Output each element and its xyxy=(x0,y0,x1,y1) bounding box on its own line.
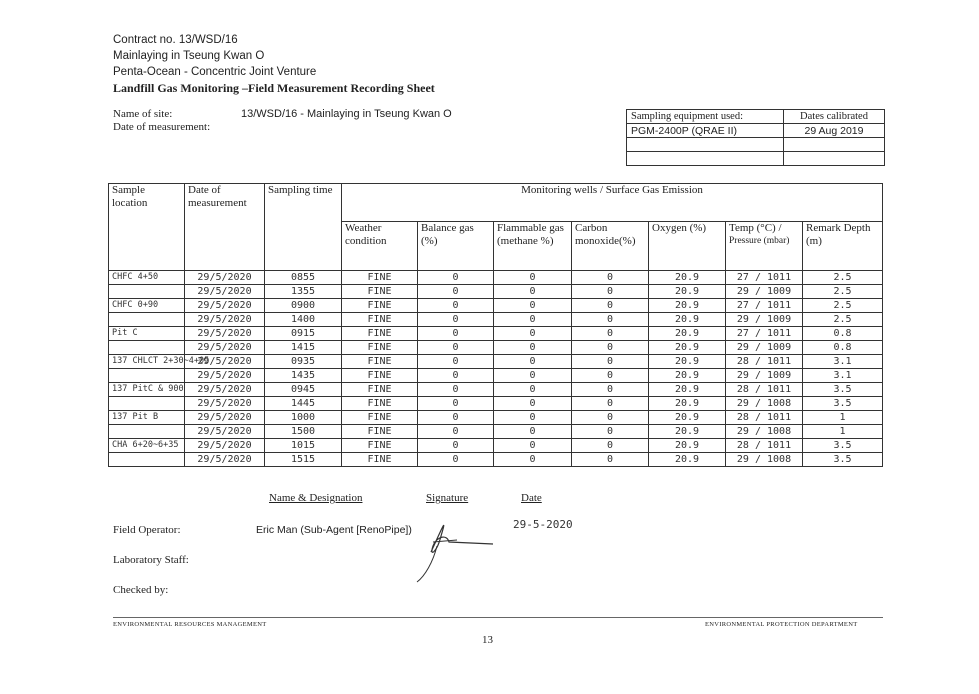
cell-date: 29/5/2020 xyxy=(185,425,265,439)
table-row xyxy=(109,313,883,327)
cell-tp: 27 / 1011 xyxy=(726,271,803,285)
cell-weather: FINE xyxy=(342,341,418,355)
header-oxygen: Oxygen (%) xyxy=(649,222,726,271)
measurement-date-label: Date of measurement: xyxy=(113,121,211,133)
cell-time: 1445 xyxy=(265,397,342,411)
cell-co: 0 xyxy=(572,439,649,453)
cell-o2: 20.9 xyxy=(649,397,726,411)
cell-o2: 20.9 xyxy=(649,453,726,467)
cell-depth: 3.5 xyxy=(803,397,883,411)
cell-o2: 20.9 xyxy=(649,439,726,453)
table-row xyxy=(109,369,883,383)
cell-date: 29/5/2020 xyxy=(185,397,265,411)
field-operator-date: 29-5-2020 xyxy=(513,518,573,531)
cell-weather: FINE xyxy=(342,425,418,439)
equipment-value: PGM-2400P (QRAE II) xyxy=(627,124,784,138)
footer-divider xyxy=(113,617,883,618)
cell-date: 29/5/2020 xyxy=(185,313,265,327)
cell-co: 0 xyxy=(572,299,649,313)
cell-o2: 20.9 xyxy=(649,383,726,397)
cell-bal: 0 xyxy=(418,271,494,285)
equipment-header: Sampling equipment used: xyxy=(627,110,784,124)
footer-left-text: ENVIRONMENTAL RESOURCES MANAGEMENT xyxy=(113,621,267,628)
cell-loc: CHA 6+20~6+35 xyxy=(109,439,185,453)
cell-co: 0 xyxy=(572,285,649,299)
header-sample-location: Sample location xyxy=(109,184,185,271)
header-weather: Weather condition xyxy=(342,222,418,271)
table-row xyxy=(109,411,883,425)
cell-o2: 20.9 xyxy=(649,425,726,439)
cell-co: 0 xyxy=(572,383,649,397)
cell-tp: 28 / 1011 xyxy=(726,383,803,397)
cell-weather: FINE xyxy=(342,285,418,299)
cell-date: 29/5/2020 xyxy=(185,299,265,313)
cell-time: 1400 xyxy=(265,313,342,327)
table-row xyxy=(109,355,883,369)
cell-depth: 2.5 xyxy=(803,285,883,299)
cell-weather: FINE xyxy=(342,439,418,453)
cell-co: 0 xyxy=(572,271,649,285)
measurement-rows xyxy=(109,271,883,467)
cell-weather: FINE xyxy=(342,327,418,341)
equipment-table xyxy=(626,109,885,166)
cell-bal: 0 xyxy=(418,411,494,425)
table-row xyxy=(109,299,883,313)
cell-loc xyxy=(109,397,185,411)
cell-bal: 0 xyxy=(418,341,494,355)
cell-bal: 0 xyxy=(418,453,494,467)
cell-weather: FINE xyxy=(342,453,418,467)
cell-time: 1015 xyxy=(265,439,342,453)
site-name-label: Name of site: xyxy=(113,108,173,120)
cell-loc: CHFC 0+90 xyxy=(109,299,185,313)
cell-loc xyxy=(109,425,185,439)
cell-bal: 0 xyxy=(418,285,494,299)
cell-flam: 0 xyxy=(494,285,572,299)
cell-time: 0900 xyxy=(265,299,342,313)
cell-date: 29/5/2020 xyxy=(185,439,265,453)
cell-flam: 0 xyxy=(494,327,572,341)
cell-loc xyxy=(109,369,185,383)
cell-tp: 28 / 1011 xyxy=(726,411,803,425)
cell-bal: 0 xyxy=(418,369,494,383)
laboratory-staff-label: Laboratory Staff: xyxy=(113,554,189,566)
cell-depth: 3.1 xyxy=(803,369,883,383)
cell-tp: 29 / 1008 xyxy=(726,453,803,467)
header-date: Date of measurement xyxy=(185,184,265,271)
cell-time: 1355 xyxy=(265,285,342,299)
cell-co: 0 xyxy=(572,397,649,411)
calibrated-header: Dates calibrated xyxy=(784,110,885,124)
cell-bal: 0 xyxy=(418,355,494,369)
cell-tp: 29 / 1009 xyxy=(726,369,803,383)
cell-co: 0 xyxy=(572,411,649,425)
table-row xyxy=(109,439,883,453)
table-row xyxy=(109,327,883,341)
cell-date: 29/5/2020 xyxy=(185,327,265,341)
cell-time: 1000 xyxy=(265,411,342,425)
cell-weather: FINE xyxy=(342,369,418,383)
cell-loc xyxy=(109,341,185,355)
cell-depth: 3.5 xyxy=(803,453,883,467)
cell-depth: 3.1 xyxy=(803,355,883,369)
cell-flam: 0 xyxy=(494,383,572,397)
cell-date: 29/5/2020 xyxy=(185,369,265,383)
cell-flam: 0 xyxy=(494,341,572,355)
cell-co: 0 xyxy=(572,425,649,439)
header-flammable-gas: Flammable gas (methane %) xyxy=(494,222,572,271)
cell-flam: 0 xyxy=(494,369,572,383)
cell-flam: 0 xyxy=(494,411,572,425)
cell-o2: 20.9 xyxy=(649,327,726,341)
cell-date: 29/5/2020 xyxy=(185,341,265,355)
cell-time: 0915 xyxy=(265,327,342,341)
cell-co: 0 xyxy=(572,313,649,327)
cell-co: 0 xyxy=(572,355,649,369)
header-carbon-monoxide: Carbon monoxide(%) xyxy=(572,222,649,271)
equipment-empty-cell xyxy=(784,152,885,166)
cell-date: 29/5/2020 xyxy=(185,383,265,397)
cell-time: 1435 xyxy=(265,369,342,383)
cell-tp: 28 / 1011 xyxy=(726,355,803,369)
cell-tp: 29 / 1009 xyxy=(726,313,803,327)
cell-loc: 137 Pit B xyxy=(109,411,185,425)
cell-co: 0 xyxy=(572,453,649,467)
cell-flam: 0 xyxy=(494,453,572,467)
cell-flam: 0 xyxy=(494,425,572,439)
cell-date: 29/5/2020 xyxy=(185,355,265,369)
measurement-table xyxy=(108,183,883,467)
header-remark-depth: Remark Depth (m) xyxy=(803,222,883,271)
sheet-title: Landfill Gas Monitoring –Field Measurement Recording Sheet xyxy=(113,81,435,95)
calibrated-value: 29 Aug 2019 xyxy=(784,124,885,138)
cell-time: 0935 xyxy=(265,355,342,369)
header-balance-gas: Balance gas (%) xyxy=(418,222,494,271)
cell-o2: 20.9 xyxy=(649,285,726,299)
cell-loc: CHFC 4+50 xyxy=(109,271,185,285)
cell-weather: FINE xyxy=(342,383,418,397)
joint-venture-name: Penta-Ocean - Concentric Joint Venture xyxy=(113,66,317,78)
cell-flam: 0 xyxy=(494,271,572,285)
site-name-value: 13/WSD/16 - Mainlaying in Tseung Kwan O xyxy=(241,108,452,120)
cell-tp: 29 / 1009 xyxy=(726,285,803,299)
field-operator-name: Eric Man (Sub-Agent [RenoPipe]) xyxy=(256,524,412,536)
cell-bal: 0 xyxy=(418,425,494,439)
cell-flam: 0 xyxy=(494,355,572,369)
cell-depth: 1 xyxy=(803,425,883,439)
project-name: Mainlaying in Tseung Kwan O xyxy=(113,50,265,62)
cell-tp: 27 / 1011 xyxy=(726,327,803,341)
cell-o2: 20.9 xyxy=(649,355,726,369)
cell-co: 0 xyxy=(572,327,649,341)
checked-by-label: Checked by: xyxy=(113,584,169,596)
cell-depth: 3.5 xyxy=(803,383,883,397)
name-designation-heading: Name & Designation xyxy=(269,492,363,504)
cell-tp: 29 / 1009 xyxy=(726,341,803,355)
cell-o2: 20.9 xyxy=(649,271,726,285)
cell-flam: 0 xyxy=(494,299,572,313)
cell-co: 0 xyxy=(572,369,649,383)
header-temp-pressure xyxy=(726,222,803,271)
header-monitoring-group: Monitoring wells / Surface Gas Emission xyxy=(342,184,883,222)
cell-time: 1500 xyxy=(265,425,342,439)
cell-time: 0945 xyxy=(265,383,342,397)
signature-heading: Signature xyxy=(426,492,469,504)
table-row xyxy=(109,341,883,355)
cell-date: 29/5/2020 xyxy=(185,285,265,299)
cell-bal: 0 xyxy=(418,327,494,341)
cell-depth: 3.5 xyxy=(803,439,883,453)
cell-depth: 1 xyxy=(803,411,883,425)
contract-number: Contract no. 13/WSD/16 xyxy=(113,34,238,46)
cell-bal: 0 xyxy=(418,439,494,453)
cell-loc: 137 CHLCT 2+30~4+05 xyxy=(109,355,185,369)
cell-flam: 0 xyxy=(494,397,572,411)
field-operator-label: Field Operator: xyxy=(113,524,181,536)
cell-depth: 2.5 xyxy=(803,271,883,285)
table-row xyxy=(109,383,883,397)
cell-o2: 20.9 xyxy=(649,369,726,383)
header-pressure: Pressure (mbar) xyxy=(729,236,790,247)
cell-loc: Pit C xyxy=(109,327,185,341)
table-row xyxy=(109,285,883,299)
signature-image xyxy=(403,506,503,586)
cell-bal: 0 xyxy=(418,313,494,327)
cell-bal: 0 xyxy=(418,383,494,397)
cell-weather: FINE xyxy=(342,411,418,425)
cell-time: 1515 xyxy=(265,453,342,467)
date-heading: Date xyxy=(521,492,542,504)
page-number: 13 xyxy=(482,634,493,646)
cell-time: 1415 xyxy=(265,341,342,355)
cell-depth: 0.8 xyxy=(803,327,883,341)
cell-time: 0855 xyxy=(265,271,342,285)
equipment-empty-cell xyxy=(627,138,784,152)
cell-weather: FINE xyxy=(342,397,418,411)
document-header xyxy=(113,32,435,96)
equipment-empty-cell xyxy=(784,138,885,152)
equipment-empty-cell xyxy=(627,152,784,166)
cell-weather: FINE xyxy=(342,271,418,285)
cell-weather: FINE xyxy=(342,299,418,313)
table-row xyxy=(109,271,883,285)
cell-loc xyxy=(109,285,185,299)
cell-date: 29/5/2020 xyxy=(185,411,265,425)
cell-loc xyxy=(109,313,185,327)
cell-o2: 20.9 xyxy=(649,299,726,313)
header-sampling-time: Sampling time xyxy=(265,184,342,271)
cell-tp: 29 / 1008 xyxy=(726,425,803,439)
cell-tp: 29 / 1008 xyxy=(726,397,803,411)
cell-o2: 20.9 xyxy=(649,341,726,355)
cell-flam: 0 xyxy=(494,439,572,453)
cell-o2: 20.9 xyxy=(649,313,726,327)
footer-right-text: ENVIRONMENTAL PROTECTION DEPARTMENT xyxy=(705,621,858,628)
cell-o2: 20.9 xyxy=(649,411,726,425)
cell-loc xyxy=(109,453,185,467)
cell-bal: 0 xyxy=(418,299,494,313)
cell-tp: 27 / 1011 xyxy=(726,299,803,313)
cell-date: 29/5/2020 xyxy=(185,271,265,285)
cell-depth: 0.8 xyxy=(803,341,883,355)
cell-weather: FINE xyxy=(342,355,418,369)
cell-date: 29/5/2020 xyxy=(185,453,265,467)
table-row xyxy=(109,425,883,439)
cell-tp: 28 / 1011 xyxy=(726,439,803,453)
cell-weather: FINE xyxy=(342,313,418,327)
cell-bal: 0 xyxy=(418,397,494,411)
cell-loc: 137 PitC & 900 xyxy=(109,383,185,397)
cell-depth: 2.5 xyxy=(803,299,883,313)
cell-flam: 0 xyxy=(494,313,572,327)
table-row xyxy=(109,453,883,467)
site-info xyxy=(113,108,452,134)
header-temp: Temp (°C) / xyxy=(729,222,782,235)
cell-co: 0 xyxy=(572,341,649,355)
table-row xyxy=(109,397,883,411)
cell-depth: 2.5 xyxy=(803,313,883,327)
